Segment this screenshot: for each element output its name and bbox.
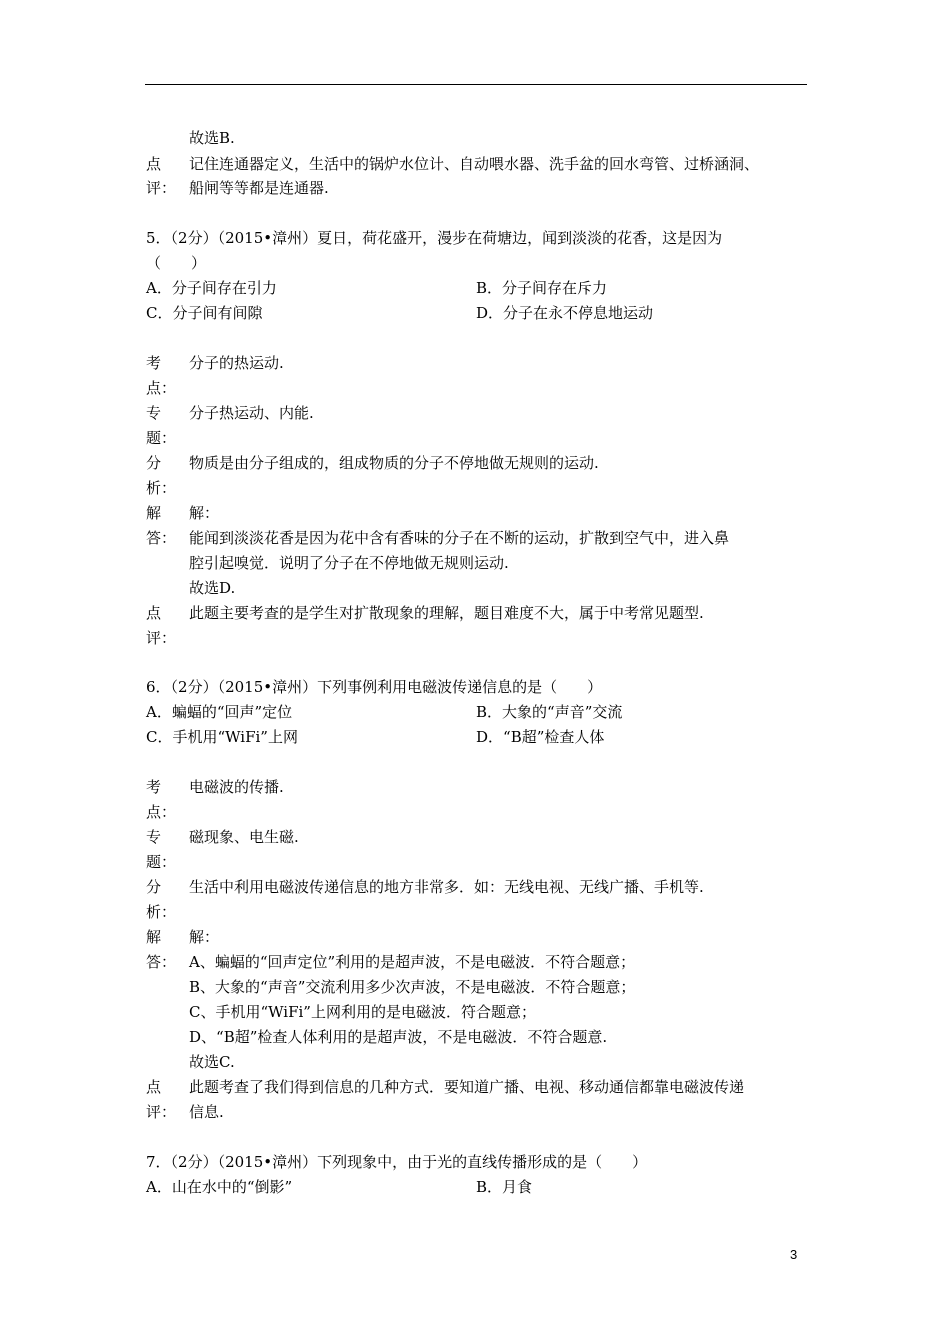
q6-fenxi-label-1: 分 bbox=[146, 878, 162, 896]
q6-option-a: A．蝙蝠的“回声”定位 bbox=[146, 703, 293, 721]
q5-jieda-line-3: 腔引起嗅觉．说明了分子在不停地做无规则运动. bbox=[189, 554, 509, 572]
q5-option-a: A．分子间存在引力 bbox=[146, 279, 277, 297]
q5-dianping-label-1: 点 bbox=[146, 604, 162, 622]
q5-zhuanti-label-2: 题： bbox=[146, 429, 177, 447]
q6-kaodian: 电磁波的传播. bbox=[189, 778, 284, 796]
q5-jieda-line-2: 能闻到淡淡花香是因为花中含有香味的分子在不断的运动，扩散到空气中，进入鼻 bbox=[189, 529, 730, 547]
q6-jieda-line-4: C、手机用“WiFi”上网利用的是电磁波．符合题意； bbox=[189, 1003, 536, 1021]
q5-dianping: 此题主要考查的是学生对扩散现象的理解，题目难度不大，属于中考常见题型. bbox=[189, 604, 704, 622]
q5-fenxi-label-2: 析： bbox=[146, 479, 177, 497]
q7-stem: 7．（2分）（2015•漳州）下列现象中，由于光的直线传播形成的是（ ） bbox=[146, 1153, 648, 1171]
q5-stem-line-2: （ ） bbox=[146, 254, 207, 272]
q6-jieda-line-5: D、“B超”检查人体利用的是超声波，不是电磁波．不符合题意. bbox=[189, 1028, 608, 1046]
q5-stem-line-1: 5．（2分）（2015•漳州）夏日，荷花盛开，漫步在荷塘边，闻到淡淡的花香，这是因为 bbox=[146, 229, 723, 247]
q6-jieda-label-2: 答： bbox=[146, 953, 177, 971]
q7-option-a: A．山在水中的“倒影” bbox=[146, 1178, 293, 1196]
q6-kaodian-label-2: 点： bbox=[146, 803, 177, 821]
prev-dianping-label-2: 评： bbox=[146, 179, 177, 197]
q5-option-c: C．分子间有间隙 bbox=[146, 304, 263, 322]
q6-dianping-line-2: 信息. bbox=[189, 1103, 224, 1121]
q5-fenxi: 物质是由分子组成的，组成物质的分子不停地做无规则的运动. bbox=[189, 454, 599, 472]
q6-dianping-line-1: 此题考查了我们得到信息的几种方式．要知道广播、电视、移动通信都靠电磁波传递 bbox=[189, 1078, 745, 1096]
q5-jieda-line-4: 故选D. bbox=[189, 579, 236, 597]
q5-kaodian: 分子的热运动. bbox=[189, 354, 284, 372]
q6-jieda-line-1: 解： bbox=[189, 928, 220, 946]
prev-dianping-line-1: 记住连通器定义，生活中的锅炉水位计、自动喂水器、洗手盆的回水弯管、过桥涵洞、 bbox=[189, 155, 760, 173]
q5-jieda-label-2: 答： bbox=[146, 529, 177, 547]
page-number: 3 bbox=[790, 1247, 798, 1262]
q6-dianping-label-1: 点 bbox=[146, 1078, 162, 1096]
q6-jieda-line-2: A、蝙蝠的“回声定位”利用的是超声波，不是电磁波．不符合题意； bbox=[189, 953, 636, 971]
q6-option-d: D．“B超”检查人体 bbox=[476, 728, 605, 746]
q6-option-c: C．手机用“WiFi”上网 bbox=[146, 728, 298, 746]
q5-option-d: D．分子在永不停息地运动 bbox=[476, 304, 654, 322]
q6-kaodian-label-1: 考 bbox=[146, 778, 162, 796]
q6-jieda-label-1: 解 bbox=[146, 928, 162, 946]
q5-jieda-line-1: 解： bbox=[189, 504, 220, 522]
q6-option-b: B．大象的“声音”交流 bbox=[476, 703, 623, 721]
q5-option-b: B．分子间存在斥力 bbox=[476, 279, 608, 297]
q6-zhuanti: 磁现象、电生磁. bbox=[189, 828, 299, 846]
q5-fenxi-label-1: 分 bbox=[146, 454, 162, 472]
header-rule bbox=[145, 84, 807, 85]
q6-jieda-line-3: B、大象的“声音”交流利用多少次声波，不是电磁波．不符合题意； bbox=[189, 978, 636, 996]
prev-dianping-label-1: 点 bbox=[146, 155, 162, 173]
q5-kaodian-label-2: 点： bbox=[146, 379, 177, 397]
prev-answer: 故选B. bbox=[189, 129, 235, 147]
q5-zhuanti-label-1: 专 bbox=[146, 404, 162, 422]
q6-zhuanti-label-2: 题： bbox=[146, 853, 177, 871]
prev-dianping-line-2: 船闸等等都是连通器. bbox=[189, 179, 329, 197]
q6-dianping-label-2: 评： bbox=[146, 1103, 177, 1121]
q6-fenxi: 生活中利用电磁波传递信息的地方非常多．如：无线电视、无线广播、手机等. bbox=[189, 878, 704, 896]
q7-option-b: B．月食 bbox=[476, 1178, 533, 1196]
q6-zhuanti-label-1: 专 bbox=[146, 828, 162, 846]
q5-kaodian-label-1: 考 bbox=[146, 354, 162, 372]
q5-zhuanti: 分子热运动、内能. bbox=[189, 404, 314, 422]
q6-jieda-line-6: 故选C. bbox=[189, 1053, 235, 1071]
q5-jieda-label-1: 解 bbox=[146, 504, 162, 522]
q5-dianping-label-2: 评： bbox=[146, 629, 177, 647]
q6-stem: 6．（2分）（2015•漳州）下列事例利用电磁波传递信息的是（ ） bbox=[146, 678, 603, 696]
q6-fenxi-label-2: 析： bbox=[146, 903, 177, 921]
